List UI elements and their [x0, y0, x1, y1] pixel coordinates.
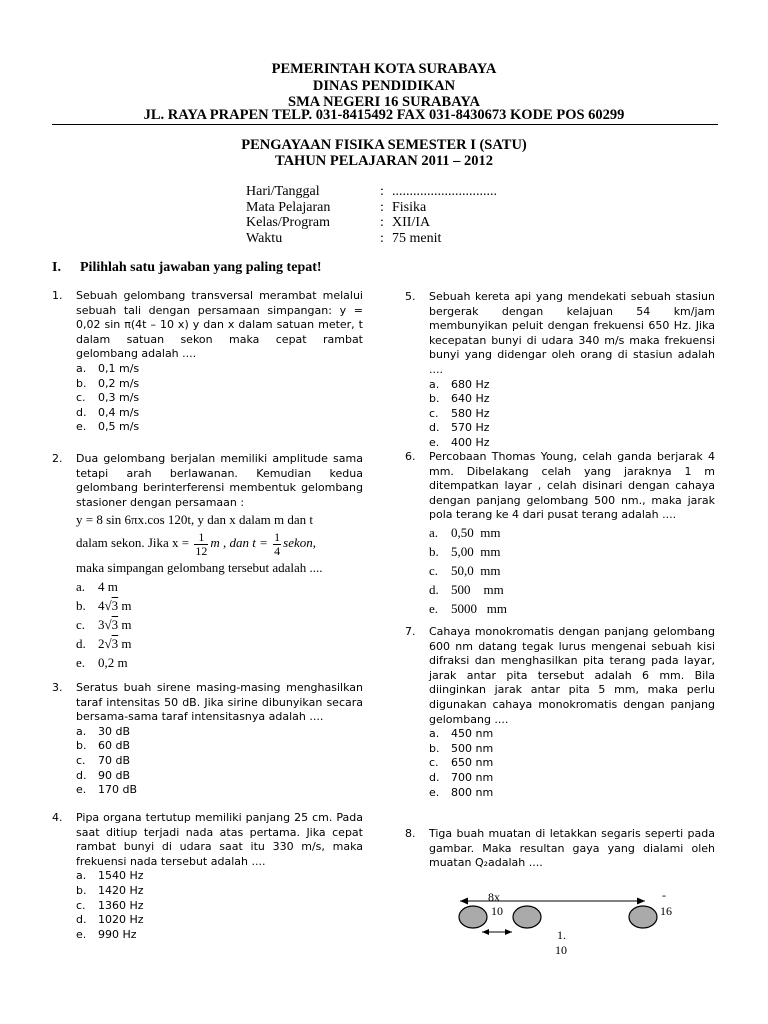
short-arrow-right-head: [505, 929, 512, 935]
fraction-t: $\frac{1}{4}$: [274, 529, 281, 558]
info-row-time: Waktu : 75 menit: [246, 230, 442, 246]
question-4: 4. Pipa organa tertutup memiliki panjang 25 cm. Pada saat ditiup terjadi nada atas pertama. Jika cepat rambat bunyi di udara saat itu 330 m/s, maka frekuensi nada tersebut adalah .... a. 1540 Hz b. 1420 Hz c. 1360 Hz d. 1020 Hz e. 990 Hz: [52, 811, 363, 941]
question-stem: Percobaan Thomas Young, celah ganda berjarak 4 mm. Dibelakang celah yang jaraknya 1 m ditempatkan layar , celah disinari dengan cahaya dengan panjang gelombang 500 nm., maka jarak pola terang ke 4 dari pusat terang adalah ....: [429, 450, 715, 522]
option-b: b. 1420 Hz: [76, 883, 144, 897]
label-q3-sign: -: [662, 888, 666, 902]
option-a: a. 0,1 m/s: [76, 361, 140, 375]
header-line-1: PEMERINTAH KOTA SURABAYA: [271, 61, 497, 77]
exam-title: PENGAYAAN FISIKA SEMESTER I (SATU): [241, 137, 527, 153]
label-q2-value: 1.: [557, 928, 566, 942]
option-b: b. 4√3 m: [76, 597, 132, 613]
option-b: b. 500 nm: [429, 741, 494, 755]
option-d: d. 700 nm: [429, 770, 494, 784]
header-address: JL. RAYA PRAPEN TELP. 031-8415492 FAX 031-8430673 KODE POS 60299: [143, 107, 625, 123]
charge-q2: [513, 906, 541, 928]
option-c: c. 50,0 mm: [429, 562, 501, 578]
option-c: c. 650 nm: [429, 756, 494, 770]
option-a: a. 0,50 mm: [429, 524, 501, 540]
question-5: 5. Sebuah kereta api yang mendekati sebuah stasiun bergerak dengan kelajuan 54 km/jam membunyikan peluit dengan frekuensi 650 Hz. Jika kecepatan bunyi di udara 340 m/s maka frekuensi bunyi yang didengar oleh orang di stasiun adalah .... a. 680 Hz b. 640 Hz c. 580 Hz d. 570 Hz e. 400 Hz: [405, 290, 715, 449]
option-a: a. 30 dB: [76, 724, 131, 738]
option-e: e. 0,5 m/s: [76, 420, 140, 434]
info-row-date: Hari/Tanggal : ..............................: [246, 184, 497, 199]
option-d: d. 1020 Hz: [76, 913, 144, 927]
label-q3-exp: 16: [660, 904, 672, 918]
header-line-3: SMA NEGERI 16 SURABAYA: [288, 94, 480, 110]
info-row-subject: Mata Pelajaran : Fisika: [246, 199, 427, 215]
option-d: d. 2√3 m: [76, 635, 132, 651]
question-6: 6. Percobaan Thomas Young, celah ganda berjarak 4 mm. Dibelakang celah yang jaraknya 1 m ditempatkan layar , celah disinari dengan cahaya dengan panjang gelombang 500 nm., maka jarak pola terang ke 4 dari pusat terang adalah .... a. 0,50 mm b. 5,00 mm c. 50,0 mm d. 500 mm e. 5000 mm: [405, 450, 715, 616]
question-stem: Cahaya monokromatis dengan panjang gelombang 600 nm datang tegak lurus mengenai sebuah kisi difraksi dan menghasilkan pita terang pada layar, jarak antar pita tersebut adalah 6 mm. Bila diinginkan jarak antar pita 5 mm, maka perlu digunakan cahaya monokromatis dengan panjang gelombang ....: [429, 625, 715, 726]
span-arrow-left-head: [460, 898, 468, 905]
charge-q1: [459, 906, 487, 928]
question-stem: Seratus buah sirene masing-masing menghasilkan taraf intensitas 50 dB. Jika sirine dibunyikan secara bersama-sama taraf intensitasnya adalah ....: [76, 681, 363, 724]
question-stem: Sebuah kereta api yang mendekati sebuah stasiun bergerak dengan kelajuan 54 km/jam membunyikan peluit dengan frekuensi 650 Hz. Jika kecepatan bunyi di udara 340 m/s maka frekuensi bunyi yang didengar oleh orang di stasiun adalah ....: [429, 290, 715, 376]
option-a: a. 4 m: [76, 578, 118, 594]
span-arrow-right-head: [637, 898, 645, 905]
option-d: d. 0,4 m/s: [76, 405, 140, 419]
question-7: 7. Cahaya monokromatis dengan panjang gelombang 600 nm datang tegak lurus mengenai sebuah kisi difraksi dan menghasilkan pita terang pada layar, jarak antar pita tersebut adalah 6 mm. Bila diinginkan jarak antar pita 5 mm, maka perlu digunakan cahaya monokromatis dengan panjang gelombang .... a. 450 nm b. 500 nm c. 650 nm d. 700 nm e. 800 nm: [405, 625, 715, 799]
option-e: e. 0,2 m: [76, 654, 128, 670]
label-q1-value: 8x: [488, 890, 500, 904]
option-e: e. 170 dB: [76, 783, 138, 797]
question-2: 2. Dua gelombang berjalan memiliki amplitude sama tetapi arah berlawanan. Kemudian kedua gelombang berinterferensi membentuk gelombang stasioner dengan persamaan : y = 8 sin 6πx.cos 120t, y dan x dalam m dan t dalam sekon. Jika x = $\frac{1}{12}$ m , dan t = $\frac{1}{4}$ sekon, maka simpangan gelombang tersebut adalah .... a. 4 m b. 4√3 m c. 3√3 m d. 2√3 m e. 0,2 m: [52, 452, 363, 670]
option-d: d. 570 Hz: [429, 421, 490, 435]
info-row-class: Kelas/Program : XII/IA: [246, 215, 431, 230]
option-c: c. 580 Hz: [429, 406, 490, 420]
question-stem: Tiga buah muatan di letakkan segaris seperti pada gambar. Maka resultan gaya yang dialami oleh muatan Q₂adalah ....: [429, 827, 715, 870]
equation-line-3: maka simpangan gelombang tersebut adalah ....: [76, 559, 323, 575]
equation-line-1: y = 8 sin 6πx.cos 120t, y dan x dalam m dan t: [76, 512, 314, 528]
question-1: 1. Sebuah gelombang transversal merambat melalui sebuah tali dengan persamaan simpangan: y = 0,02 sin π(4t – 10 x) y dan x dalam satuan meter, t dalam satuan sekon maka cepat rambat gelombang adalah .... a. 0,1 m/s b. 0,2 m/s c. 0,3 m/s d. 0,4 m/s e. 0,5 m/s: [52, 289, 363, 434]
header-line-2: DINAS PENDIDIKAN: [312, 78, 456, 94]
option-e: e. 400 Hz: [429, 435, 490, 449]
option-b: b. 0,2 m/s: [76, 376, 140, 390]
option-c: c. 3√3 m: [76, 616, 132, 632]
option-b: b. 640 Hz: [429, 392, 490, 406]
option-c: c. 0,3 m/s: [76, 391, 140, 405]
question-3: 3. Seratus buah sirene masing-masing menghasilkan taraf intensitas 50 dB. Jika sirine dibunyikan secara bersama-sama taraf intensitasnya adalah .... a. 30 dB b. 60 dB c. 70 dB d. 90 dB e. 170 dB: [52, 681, 363, 797]
option-b: b. 5,00 mm: [429, 543, 501, 559]
header-rule: [52, 124, 718, 125]
option-a: a. 680 Hz: [429, 377, 490, 391]
short-arrow-left-head: [482, 929, 489, 935]
label-q1-exp: 10: [491, 904, 503, 918]
question-stem: Dua gelombang berjalan memiliki amplitude sama tetapi arah berlawanan. Kemudian kedua gelombang berinterferensi membentuk gelombang stasioner dengan persamaan :: [76, 452, 363, 509]
option-e: e. 990 Hz: [76, 927, 137, 941]
option-a: a. 450 nm: [429, 727, 494, 741]
equation-line-2: dalam sekon. Jika x = $\frac{1}{12}$ m , dan t = $\frac{1}{4}$ sekon,: [76, 529, 317, 558]
option-d: d. 90 dB: [76, 768, 131, 782]
option-a: a. 1540 Hz: [76, 869, 144, 883]
option-c: c. 70 dB: [76, 753, 131, 767]
question-stem: Sebuah gelombang transversal merambat melalui sebuah tali dengan persamaan simpangan: y = 0,02 sin π(4t – 10 x) y dan x dalam satuan meter, t dalam satuan sekon maka cepat rambat gelombang adalah ....: [76, 289, 363, 361]
question-stem: Pipa organa tertutup memiliki panjang 25 cm. Pada saat ditiup terjadi nada atas pertama. Jika cepat rambat bunyi di udara saat itu 330 m/s, maka frekuensi nada tersebut adalah ....: [76, 811, 363, 868]
charge-q3: [629, 906, 657, 928]
option-d: d. 500 mm: [429, 581, 504, 597]
charges-diagram: [440, 860, 700, 960]
exam-year: TAHUN PELAJARAN 2011 – 2012: [274, 153, 494, 169]
option-b: b. 60 dB: [76, 739, 131, 753]
question-8: 8. Tiga buah muatan di letakkan segaris seperti pada gambar. Maka resultan gaya yang dialami oleh muatan Q₂adalah ....: [405, 827, 715, 870]
option-c: c. 1360 Hz: [76, 898, 144, 912]
label-q2-exp: 10: [555, 943, 567, 957]
option-e: e. 5000 mm: [429, 600, 507, 616]
fraction-x: $\frac{1}{12}$: [195, 529, 208, 558]
option-e: e. 800 nm: [429, 785, 494, 799]
